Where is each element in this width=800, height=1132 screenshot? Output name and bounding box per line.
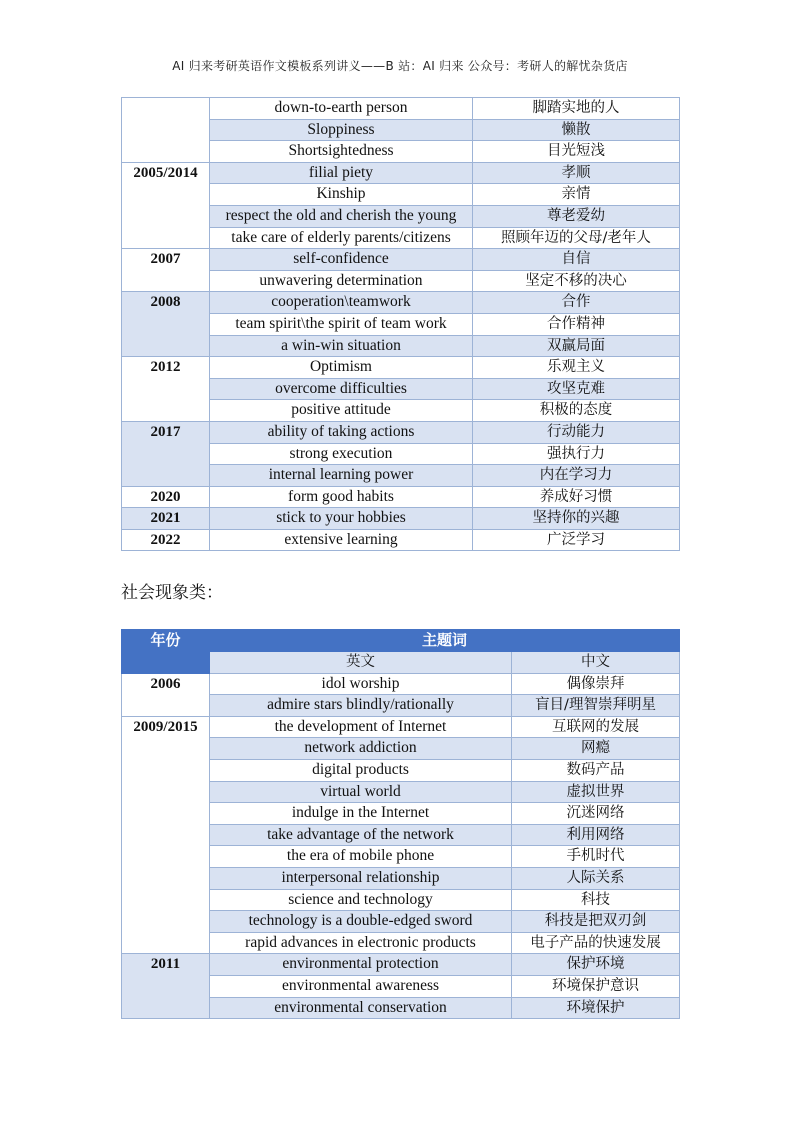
vocab-table-personal bbox=[121, 97, 680, 551]
chinese-term-cell: 强执行力 bbox=[473, 443, 680, 465]
english-term-cell: the development of Internet bbox=[210, 716, 512, 738]
english-term-cell: Shortsightedness bbox=[210, 141, 473, 163]
chinese-term-cell: 环境保护意识 bbox=[512, 975, 680, 997]
chinese-term-cell: 合作 bbox=[473, 292, 680, 314]
english-term-cell: environmental awareness bbox=[210, 975, 512, 997]
header-year: 年份 bbox=[122, 630, 210, 674]
year-cell: 2007 bbox=[122, 249, 210, 292]
english-term-cell: overcome difficulties bbox=[210, 378, 473, 400]
table-row bbox=[122, 508, 680, 530]
english-term-cell: self-confidence bbox=[210, 249, 473, 271]
table-row bbox=[122, 357, 680, 379]
table-row bbox=[122, 249, 680, 271]
english-term-cell: team spirit\the spirit of team work bbox=[210, 313, 473, 335]
chinese-term-cell: 攻坚克难 bbox=[473, 378, 680, 400]
chinese-term-cell: 电子产品的快速发展 bbox=[512, 932, 680, 954]
chinese-term-cell: 保护环境 bbox=[512, 954, 680, 976]
table-row bbox=[122, 162, 680, 184]
english-term-cell: down-to-earth person bbox=[210, 98, 473, 120]
table-row bbox=[122, 716, 680, 738]
english-term-cell: idol worship bbox=[210, 673, 512, 695]
english-term-cell: digital products bbox=[210, 759, 512, 781]
year-cell: 2005/2014 bbox=[122, 162, 210, 248]
chinese-term-cell: 利用网络 bbox=[512, 824, 680, 846]
english-term-cell: Sloppiness bbox=[210, 119, 473, 141]
english-term-cell: internal learning power bbox=[210, 465, 473, 487]
chinese-term-cell: 沉迷网络 bbox=[512, 803, 680, 825]
year-cell: 2011 bbox=[122, 954, 210, 1019]
english-term-cell: take advantage of the network bbox=[210, 824, 512, 846]
chinese-term-cell: 照顾年迈的父母/老年人 bbox=[473, 227, 680, 249]
english-term-cell: rapid advances in electronic products bbox=[210, 932, 512, 954]
table-row bbox=[122, 292, 680, 314]
chinese-term-cell: 自信 bbox=[473, 249, 680, 271]
english-term-cell: interpersonal relationship bbox=[210, 867, 512, 889]
table-row bbox=[122, 529, 680, 551]
chinese-term-cell: 亲情 bbox=[473, 184, 680, 206]
year-cell: 2022 bbox=[122, 529, 210, 551]
chinese-term-cell: 广泛学习 bbox=[473, 529, 680, 551]
page-header: AI 归来考研英语作文模板系列讲义——B 站：AI 归来 公众号：考研人的解忧杂货店 bbox=[172, 59, 628, 73]
chinese-term-cell: 懒散 bbox=[473, 119, 680, 141]
chinese-term-cell: 内在学习力 bbox=[473, 465, 680, 487]
subheader-chinese: 中文 bbox=[512, 652, 680, 674]
chinese-term-cell: 合作精神 bbox=[473, 313, 680, 335]
chinese-term-cell: 科技是把双刃剑 bbox=[512, 911, 680, 933]
year-cell: 2021 bbox=[122, 508, 210, 530]
english-term-cell: extensive learning bbox=[210, 529, 473, 551]
english-term-cell: admire stars blindly/rationally bbox=[210, 695, 512, 717]
year-cell: 2017 bbox=[122, 421, 210, 486]
table-row bbox=[122, 673, 680, 695]
english-term-cell: ability of taking actions bbox=[210, 421, 473, 443]
english-term-cell: network addiction bbox=[210, 738, 512, 760]
chinese-term-cell: 数码产品 bbox=[512, 759, 680, 781]
chinese-term-cell: 坚持你的兴趣 bbox=[473, 508, 680, 530]
year-cell: 2012 bbox=[122, 357, 210, 422]
english-term-cell: Kinship bbox=[210, 184, 473, 206]
english-term-cell: the era of mobile phone bbox=[210, 846, 512, 868]
chinese-term-cell: 孝顺 bbox=[473, 162, 680, 184]
english-term-cell: strong execution bbox=[210, 443, 473, 465]
chinese-term-cell: 偶像崇拜 bbox=[512, 673, 680, 695]
chinese-term-cell: 双赢局面 bbox=[473, 335, 680, 357]
english-term-cell: respect the old and cherish the young bbox=[210, 205, 473, 227]
english-term-cell: unwavering determination bbox=[210, 270, 473, 292]
header-topic: 主题词 bbox=[210, 630, 680, 652]
table-row bbox=[122, 954, 680, 976]
chinese-term-cell: 手机时代 bbox=[512, 846, 680, 868]
year-cell bbox=[122, 98, 210, 163]
chinese-term-cell: 脚踏实地的人 bbox=[473, 98, 680, 120]
english-term-cell: positive attitude bbox=[210, 400, 473, 422]
english-term-cell: virtual world bbox=[210, 781, 512, 803]
english-term-cell: take care of elderly parents/citizens bbox=[210, 227, 473, 249]
english-term-cell: filial piety bbox=[210, 162, 473, 184]
chinese-term-cell: 人际关系 bbox=[512, 867, 680, 889]
year-cell: 2009/2015 bbox=[122, 716, 210, 954]
year-cell: 2020 bbox=[122, 486, 210, 508]
chinese-term-cell: 环境保护 bbox=[512, 997, 680, 1019]
table-row bbox=[122, 98, 680, 120]
chinese-term-cell: 乐观主义 bbox=[473, 357, 680, 379]
chinese-term-cell: 目光短浅 bbox=[473, 141, 680, 163]
english-term-cell: Optimism bbox=[210, 357, 473, 379]
chinese-term-cell: 互联网的发展 bbox=[512, 716, 680, 738]
chinese-term-cell: 科技 bbox=[512, 889, 680, 911]
year-cell: 2008 bbox=[122, 292, 210, 357]
vocab-table-social bbox=[121, 629, 680, 1019]
table-row bbox=[122, 486, 680, 508]
chinese-term-cell: 尊老爱幼 bbox=[473, 205, 680, 227]
english-term-cell: cooperation\teamwork bbox=[210, 292, 473, 314]
chinese-term-cell: 虚拟世界 bbox=[512, 781, 680, 803]
chinese-term-cell: 行动能力 bbox=[473, 421, 680, 443]
table-row bbox=[122, 421, 680, 443]
chinese-term-cell: 坚定不移的决心 bbox=[473, 270, 680, 292]
year-cell: 2006 bbox=[122, 673, 210, 716]
subheader-english: 英文 bbox=[210, 652, 512, 674]
english-term-cell: environmental conservation bbox=[210, 997, 512, 1019]
chinese-term-cell: 盲目/理智崇拜明星 bbox=[512, 695, 680, 717]
english-term-cell: technology is a double-edged sword bbox=[210, 911, 512, 933]
english-term-cell: form good habits bbox=[210, 486, 473, 508]
english-term-cell: a win-win situation bbox=[210, 335, 473, 357]
english-term-cell: science and technology bbox=[210, 889, 512, 911]
chinese-term-cell: 养成好习惯 bbox=[473, 486, 680, 508]
english-term-cell: indulge in the Internet bbox=[210, 803, 512, 825]
section-heading: 社会现象类： bbox=[121, 583, 223, 603]
english-term-cell: environmental protection bbox=[210, 954, 512, 976]
chinese-term-cell: 积极的态度 bbox=[473, 400, 680, 422]
chinese-term-cell: 网瘾 bbox=[512, 738, 680, 760]
english-term-cell: stick to your hobbies bbox=[210, 508, 473, 530]
